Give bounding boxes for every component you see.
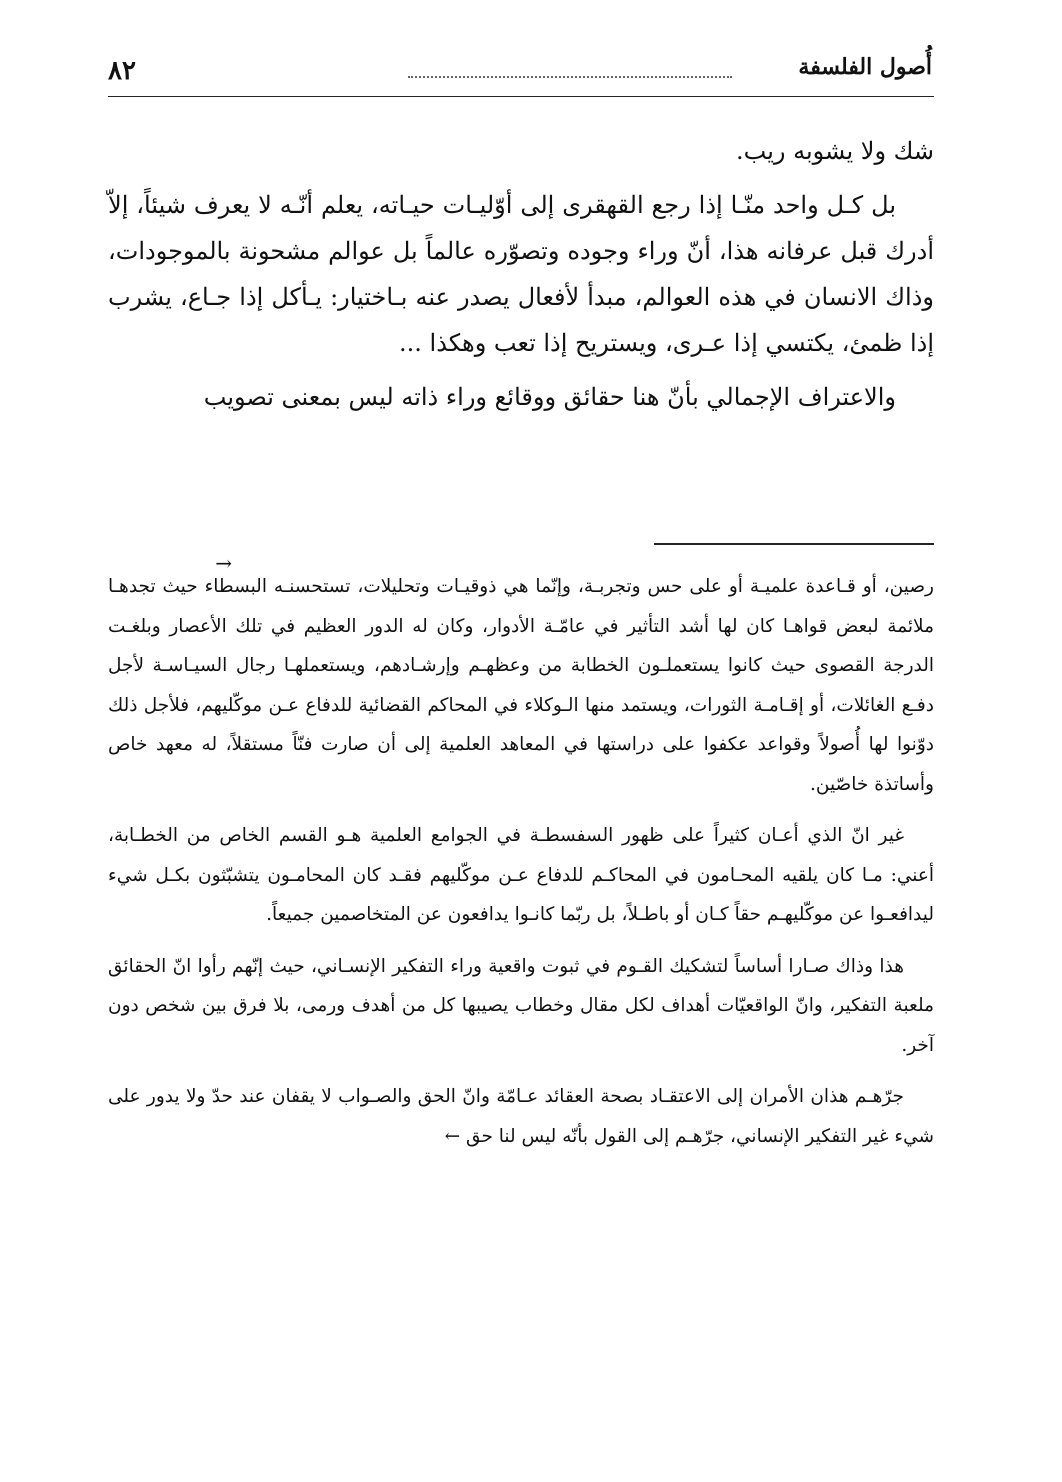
continuation-arrow-icon: → bbox=[215, 551, 232, 575]
footnotes bbox=[108, 567, 934, 1156]
main-paragraph: شك ولا يشوبه ريب. bbox=[736, 137, 934, 165]
footnote-paragraph: هذا وذاك صـارا أساساً لتشكيك القـوم في ثبوت واقعية وراء التفكير الإنسـاني، حيث إنّهم رأوا انّ الحقائق ملعبة التفكير، وانّ الواقعيّات أهداف لكل مقال وخطاب يصيبها كل من أهدف ورمى، بلا فرق بين شخص دون آخر. bbox=[108, 955, 934, 1056]
main-paragraph: بل كـل واحد منّـا إذا رجع القهقرى إلى أوّليـات حيـاته، يعلم أنّـه لا يعرف شيئاً، إلاّ أدرك قبل عرفانه هذا، أنّ وراء وجوده وتصوّره عالماً بل عوالم مشحونة بالموجودات، وذاك الانسان في هذه العوالم، مبدأ لأفعال يصدر عنه بـاختيار: يـأكل إذا جـاع، يشرب إذا ظمئ، يكتسي إذا عـرى، ويستريح إذا تعب وهكذا ... bbox=[108, 191, 935, 357]
page-header bbox=[108, 50, 932, 90]
main-text bbox=[108, 128, 934, 420]
footnote-paragraph: جرّهـم هذان الأمران إلى الاعتقـاد بصحة العقائد عـامّة وانّ الحق والصـواب لا يقفان عند حدّ ولا يدور على شيء غير التفكير الإنساني، جرّهـم إلى القول بأنّه ليس لنا حق ← bbox=[108, 1086, 934, 1147]
header-dotted-leader bbox=[408, 76, 732, 78]
footnote-separator bbox=[654, 543, 934, 545]
running-title: أُصول الفلسفة bbox=[798, 54, 932, 80]
page-number: ٨٢ bbox=[108, 56, 136, 86]
footnote-paragraph: رصين، أو قـاعدة علميـة أو على حس وتجربـة، وإنّما هي ذوقيـات وتحليلات، تستحسنـه البسطاء حيث تجدهـا ملائمة لبعض قواهـا كان لها أشد التأثير في عامّـة الأدوار، وكان له الدور العظيم في تلك الأعصار وبلغـت الدرجة القصوى حيث كانوا يستعملـون الخطابة من وعظهـم وإرشـادهم، ويستعملهـا رجال السيـاسـة لأجل دفـع الغائلات، أو إقـامـة الثورات، ويستمد منها الـوكلاء في المحاكم القضائية للدفاع عـن موكّليهم، فلأجل ذلك دوّنوا لها أُصولاً وقواعد عكفوا على دراستها في المعاهد العلمية إلى أن صارت فنّاً مستقلاً، له معهد خاص وأساتذة خاصّين. bbox=[108, 576, 934, 795]
header-rule bbox=[108, 96, 934, 97]
footnote-paragraph: غير انّ الذي أعـان كثيراً على ظهور السفسطـة في الجوامع العلمية هـو القسم الخاص من الخطـابة، أعني: مـا كان يلقيه المحـامون في المحاكـم للدفاع عـن موكّليهم فقـد كان المحامـون يتشبّثون بكـل شيء ليدافعـوا عن موكّليهـم حقاً كـان أو باطـلاً، بل ربّما كانـوا يدافعون عن المتخاصمين جميعاً. bbox=[108, 825, 934, 925]
main-paragraph: والاعتراف الإجمالي بأنّ هنا حقائق ووقائع وراء ذاته ليس بمعنى تصويب bbox=[203, 383, 896, 411]
